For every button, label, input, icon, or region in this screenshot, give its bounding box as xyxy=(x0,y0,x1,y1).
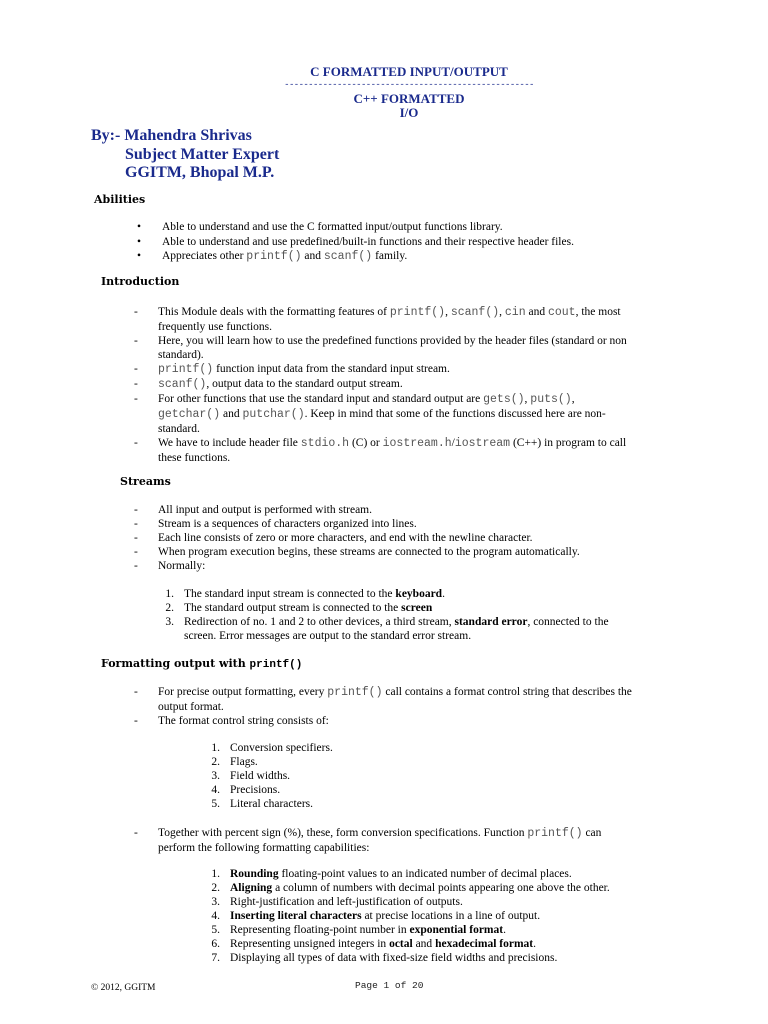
text: Representing floating-point number in xyxy=(230,924,410,936)
code: cin xyxy=(504,306,526,319)
text-bold: Inserting literal characters xyxy=(230,910,362,922)
dash-marker: - xyxy=(134,827,138,839)
format-components-list xyxy=(211,741,630,811)
text: , xyxy=(499,306,505,318)
list-item xyxy=(134,531,718,545)
streams-numbered-list xyxy=(165,587,684,643)
list-item xyxy=(137,249,722,264)
bullet-icon: • xyxy=(137,250,142,262)
dash-marker: - xyxy=(134,518,138,530)
text: Displaying all types of data with fixed-size field widths and precisions. xyxy=(230,952,558,964)
text: output format. xyxy=(158,701,224,713)
text: function input data from the standard input stream. xyxy=(213,363,450,375)
text: perform the following formatting capabilities: xyxy=(158,842,370,854)
section-heading-introduction: Introduction xyxy=(101,275,180,288)
text: The standard output stream is connected to the xyxy=(184,602,402,614)
text: . xyxy=(503,924,506,936)
dash-marker: - xyxy=(134,504,138,516)
list-item xyxy=(134,503,718,517)
title-divider: ---------------------------------------------------- xyxy=(284,80,534,90)
text: Representing unsigned integers in xyxy=(230,938,390,950)
list-item xyxy=(165,615,684,643)
list-item xyxy=(165,601,684,615)
list-item xyxy=(134,362,718,377)
section-heading-abilities: Abilities xyxy=(94,193,146,206)
code: scanf() xyxy=(158,378,207,391)
list-number: 1. xyxy=(165,588,174,600)
list-item xyxy=(211,867,710,881)
list-item xyxy=(134,392,718,436)
text: frequently use functions. xyxy=(158,321,273,333)
list-item xyxy=(211,769,630,783)
text: can xyxy=(582,827,602,839)
author-role: Subject Matter Expert xyxy=(125,146,280,163)
author-name: By:- Mahendra Shrivas xyxy=(91,127,252,144)
text-bold: screen xyxy=(401,602,433,614)
text: these functions. xyxy=(158,452,231,464)
list-number: 3. xyxy=(165,616,174,628)
text: For precise output formatting, every xyxy=(158,686,328,698)
list-number: 7. xyxy=(211,952,220,964)
text-bold: Aligning xyxy=(230,882,273,894)
introduction-list xyxy=(134,305,718,465)
list-item xyxy=(211,881,710,895)
list-item xyxy=(211,797,630,811)
code: iostream xyxy=(454,437,511,450)
list-number: 1. xyxy=(211,742,220,754)
text: Normally: xyxy=(158,560,206,572)
list-item xyxy=(137,235,722,250)
list-number: 6. xyxy=(211,938,220,950)
text: Together with percent sign (%), these, form conversion specifications. Function xyxy=(158,827,528,839)
list-item xyxy=(134,826,718,855)
text: and xyxy=(525,306,548,318)
list-item-text: Literal characters. xyxy=(230,798,313,810)
code: stdio.h xyxy=(300,437,350,450)
list-item xyxy=(165,587,684,601)
list-item xyxy=(134,305,718,334)
text: , xyxy=(445,306,451,318)
text: standard). xyxy=(158,349,204,361)
dash-marker: - xyxy=(134,335,138,347)
author-org: GGITM, Bhopal M.P. xyxy=(125,164,275,181)
doc-title-line1: C FORMATTED INPUT/OUTPUT xyxy=(310,64,508,79)
text-bold: hexadecimal format xyxy=(435,938,534,950)
dash-marker: - xyxy=(134,393,138,405)
text: standard. xyxy=(158,423,200,435)
code: cout xyxy=(547,306,576,319)
text-bold: keyboard xyxy=(395,588,443,600)
dash-marker: - xyxy=(134,437,138,449)
text-bold: exponential format xyxy=(409,924,504,936)
section-heading-streams: Streams xyxy=(120,475,171,488)
list-item xyxy=(211,937,710,951)
code: printf() xyxy=(389,306,446,319)
list-number: 3. xyxy=(211,896,220,908)
code: printf() xyxy=(249,659,303,671)
streams-list xyxy=(134,503,718,573)
code-scanf: scanf() xyxy=(323,250,373,263)
text: For other functions that use the standard input and standard output are xyxy=(158,393,484,405)
text: . Keep in mind that some of the functions discussed here are non- xyxy=(304,408,606,420)
code: gets() xyxy=(483,393,525,406)
text: We have to include header file xyxy=(158,437,301,449)
doc-title-line2: C++ FORMATTED xyxy=(353,91,465,106)
text: family. xyxy=(372,250,408,262)
text: call contains a format control string that describes the xyxy=(382,686,632,698)
code-printf: printf() xyxy=(246,250,302,263)
list-item xyxy=(137,220,722,235)
text: Appreciates other xyxy=(162,250,247,262)
list-item xyxy=(134,517,718,531)
text: This Module deals with the formatting features of xyxy=(158,306,390,318)
code: printf() xyxy=(527,827,583,840)
list-item xyxy=(211,741,630,755)
list-item xyxy=(211,909,710,923)
text: a column of numbers with decimal points appearing one above the other. xyxy=(272,882,610,894)
list-item-text: Precisions. xyxy=(230,784,281,796)
code: putchar() xyxy=(242,408,305,421)
bullet-icon: • xyxy=(137,235,142,248)
text: Formatting output with xyxy=(101,657,250,670)
list-item-text: Conversion specifiers. xyxy=(230,742,333,754)
list-item xyxy=(211,895,710,909)
list-item-text: Able to understand and use predefined/built-in functions and their respective header files. xyxy=(162,235,574,248)
capabilities-list xyxy=(211,867,710,965)
code: getchar() xyxy=(158,408,221,421)
text: screen. Error messages are output to the standard error stream. xyxy=(184,630,472,642)
text: , xyxy=(524,393,531,405)
list-item xyxy=(134,545,718,559)
list-number: 4. xyxy=(211,910,220,922)
list-number: 2. xyxy=(211,756,220,768)
list-item xyxy=(134,685,718,714)
text: (C++) in program to call xyxy=(510,437,627,449)
text: (C) or xyxy=(349,437,383,449)
dash-marker: - xyxy=(134,560,138,572)
text: / xyxy=(451,437,455,449)
list-item xyxy=(134,714,718,728)
list-number: 2. xyxy=(211,882,220,894)
text: , xyxy=(571,393,575,405)
text: The format control string consists of: xyxy=(158,715,329,727)
text: , connected to the xyxy=(527,616,609,628)
list-number: 3. xyxy=(211,770,220,782)
dash-marker: - xyxy=(134,532,138,544)
list-item xyxy=(134,436,718,465)
formatting-list xyxy=(134,685,718,728)
dash-marker: - xyxy=(134,715,138,727)
text: The standard input stream is connected to the xyxy=(184,588,396,600)
text-bold: Rounding xyxy=(230,868,279,880)
formatting-list-2 xyxy=(134,826,718,855)
list-item xyxy=(211,951,710,965)
list-item xyxy=(134,377,718,392)
list-number: 5. xyxy=(211,924,220,936)
list-number: 1. xyxy=(211,868,220,880)
dash-marker: - xyxy=(134,363,138,375)
text: Stream is a sequences of characters organized into lines. xyxy=(158,518,417,530)
text: . xyxy=(533,938,536,950)
text: Right-justification and left-justification of outputs. xyxy=(230,896,463,908)
code: puts() xyxy=(530,393,572,406)
text: and xyxy=(301,250,324,262)
list-item xyxy=(211,923,710,937)
section-heading-formatting xyxy=(101,657,302,671)
doc-title-line3: I/O xyxy=(399,105,419,120)
text-bold: standard error xyxy=(454,616,528,628)
bullet-icon: • xyxy=(137,221,142,233)
text: . xyxy=(442,588,445,600)
text: When program execution begins, these streams are connected to the program automatically. xyxy=(158,546,580,558)
text: Redirection of no. 1 and 2 to other devices, a third stream, xyxy=(184,616,455,628)
list-item xyxy=(211,783,630,797)
text: Here, you will learn how to use the predefined functions provided by the header files (standard or non xyxy=(158,335,627,347)
text-bold: octal xyxy=(389,938,413,950)
list-number: 5. xyxy=(211,798,220,810)
abilities-list xyxy=(137,220,722,264)
list-number: 2. xyxy=(165,602,174,614)
text: floating-point values to an indicated number of decimal places. xyxy=(278,868,572,880)
dash-marker: - xyxy=(134,378,138,390)
list-item-text: Able to understand and use the C formatted input/output functions library. xyxy=(162,221,503,233)
text: Each line consists of zero or more characters, and end with the newline character. xyxy=(158,532,533,544)
code: iostream.h xyxy=(382,437,452,450)
text: , output data to the standard output stream. xyxy=(206,378,403,390)
text: and xyxy=(412,938,436,950)
text: at precise locations in a line of output. xyxy=(361,910,541,922)
text: All input and output is performed with stream. xyxy=(158,504,372,516)
code: printf() xyxy=(158,363,214,376)
text: , the most xyxy=(575,306,621,318)
list-number: 4. xyxy=(211,784,220,796)
code: printf() xyxy=(327,686,383,699)
dash-marker: - xyxy=(134,686,138,698)
dash-marker: - xyxy=(134,306,138,318)
text: and xyxy=(220,408,243,420)
list-item-text: Field widths. xyxy=(230,770,291,782)
list-item-text: Flags. xyxy=(230,756,258,768)
list-item xyxy=(134,559,718,573)
dash-marker: - xyxy=(134,546,138,558)
footer-page-number: Page 1 of 20 xyxy=(355,980,424,991)
list-item xyxy=(134,334,718,362)
footer-copyright: © 2012, GGITM xyxy=(91,983,156,993)
list-item xyxy=(211,755,630,769)
code: scanf() xyxy=(450,306,500,319)
